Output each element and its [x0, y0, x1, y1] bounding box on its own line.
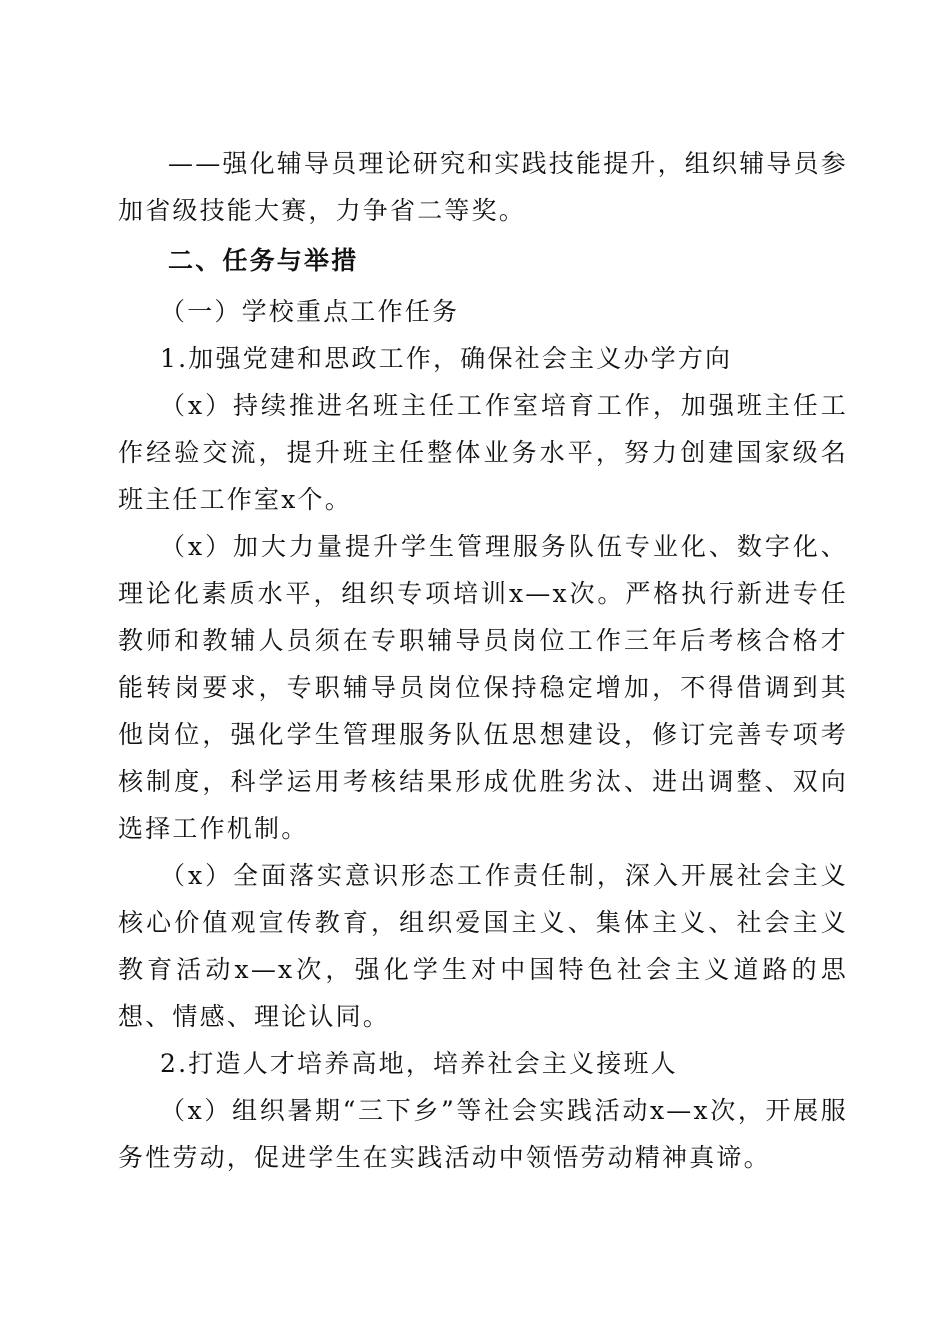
task-1-heading: 1.加强党建和思政工作，确保社会主义办学方向 [160, 344, 733, 373]
task-1-item: （x）持续推进名班主任工作室培育工作，加强班主任工作经验交流，提升班主任整体业务水平，努力创建国家级名班主任工作室x个。 [118, 391, 848, 514]
document-body [118, 140, 848, 1181]
subsection-heading: （一）学校重点工作任务 [160, 297, 460, 326]
task-2-item: （x）组织暑期“三下乡”等社会实践活动x—x次，开展服务性劳动，促进学生在实践活动中领悟劳动精神真谛。 [118, 1096, 848, 1172]
intro-paragraph: ——强化辅导员理论研究和实践技能提升，组织辅导员参加省级技能大赛，力争省二等奖。 [118, 149, 849, 225]
task-1-item: （x）加大力量提升学生管理服务队伍专业化、数字化、理论化素质水平，组织专项培训x—x次。严格执行新进专任教师和教辅人员须在专职辅导员岗位工作三年后考核合格才能转岗要求，专职辅导员岗位保持稳定增加，不得借调到其他岗位，强化学生管理服务队伍思想建设，修订完善专项考核制度，科学运用考核结果形成优胜劣汰、进出调整、双向选择工作机制。 [118, 532, 848, 843]
section-heading: 二、任务与举措 [168, 246, 359, 275]
task-2-heading: 2.打造人才培养高地，培养社会主义接班人 [160, 1049, 678, 1078]
task-1-item: （x）全面落实意识形态工作责任制，深入开展社会主义核心价值观宣传教育，组织爱国主义、集体主义、社会主义教育活动x—x次，强化学生对中国特色社会主义道路的思想、情感、理论认同。 [118, 861, 848, 1031]
